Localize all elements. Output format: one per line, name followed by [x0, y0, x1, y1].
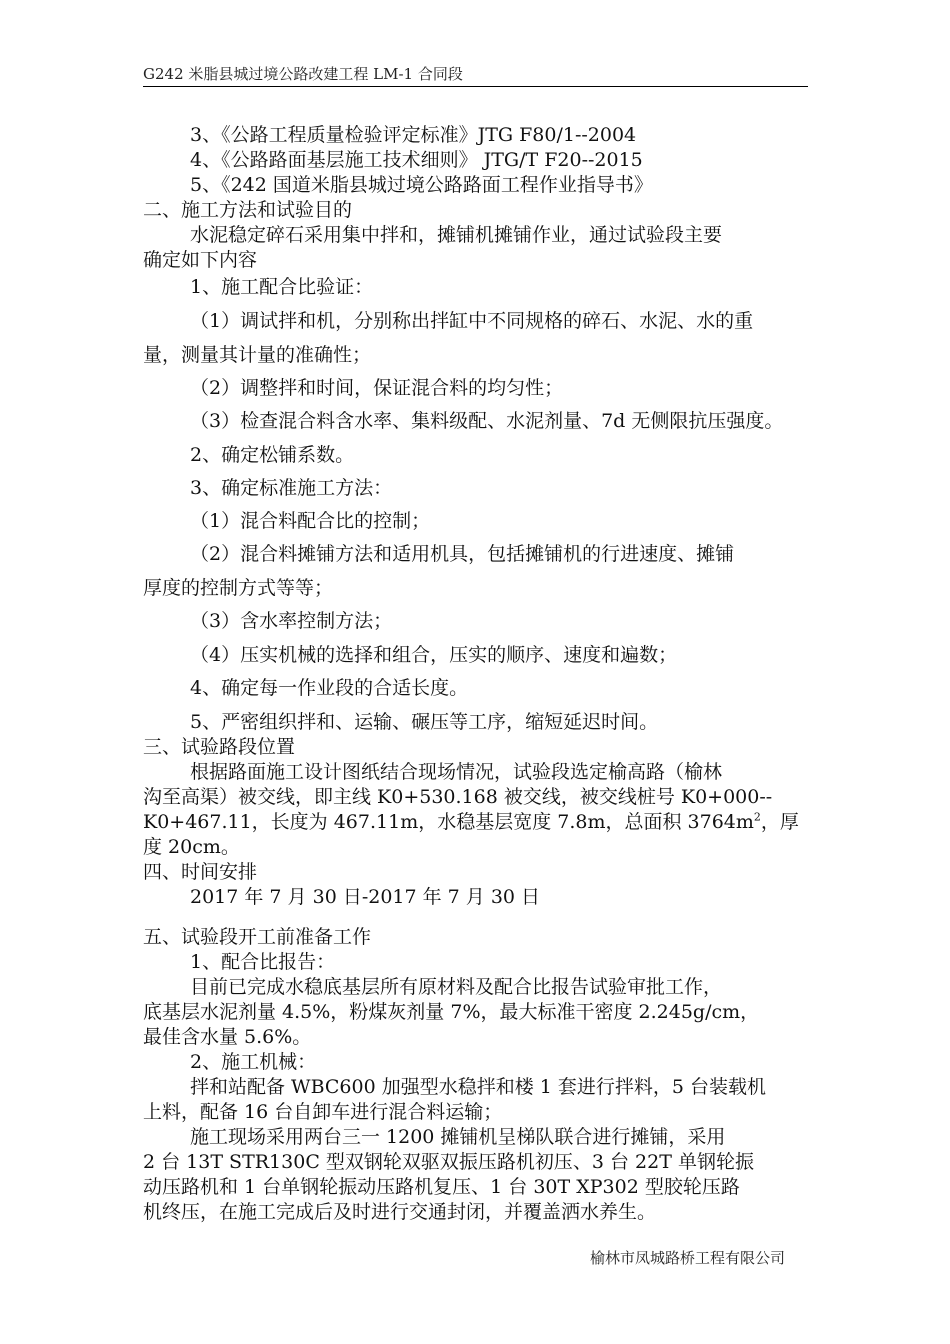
text-line: 厚度的控制方式等等；: [143, 577, 334, 599]
header-divider: [143, 86, 808, 87]
area-text: K0+467.11，长度为 467.11m，水稳基层宽度 7.8m，总面积 3764m: [143, 811, 754, 833]
text-line: （3）含水率控制方法；: [190, 610, 393, 632]
text-line: 2、确定松铺系数。: [190, 444, 355, 466]
text-line: 1、施工配合比验证：: [190, 276, 374, 298]
text-line: （2）混合料摊铺方法和适用机具，包括摊铺机的行进速度、摊铺: [190, 543, 735, 565]
text-line: 4、确定每一作业段的合适长度。: [190, 677, 469, 699]
text-line: 确定如下内容: [143, 249, 258, 271]
text-line: 5、《242 国道米脂县城过境公路路面工程作业指导书》: [190, 174, 653, 196]
section-heading: 五、试验段开工前准备工作: [143, 926, 372, 948]
text-line: （1）调试拌和机，分别称出拌缸中不同规格的碎石、水泥、水的重: [190, 310, 754, 332]
text-line: 底基层水泥剂量 4.5%，粉煤灰剂量 7%，最大标准干密度 2.245g/cm，: [143, 1001, 760, 1023]
text-line: （2）调整拌和时间，保证混合料的均匀性；: [190, 377, 564, 399]
text-line: [143, 810, 799, 834]
section-heading: 三、试验路段位置: [143, 736, 296, 758]
text-line: 2、施工机械：: [190, 1051, 317, 1073]
text-line: 1、配合比报告：: [190, 951, 336, 973]
text-line: 量，测量其计量的准确性；: [143, 344, 372, 366]
text-line: 施工现场采用两台三一 1200 摊铺机呈梯队联合进行摊铺，采用: [190, 1126, 726, 1148]
page-header: G242 米脂县城过境公路改建工程 LM-1 合同段: [143, 65, 463, 83]
page-footer: 榆林市凤城路桥工程有限公司: [590, 1249, 786, 1267]
text-line: 3、确定标准施工方法：: [190, 477, 393, 499]
text-line: 水泥稳定碎石采用集中拌和，摊铺机摊铺作业，通过试验段主要: [190, 224, 723, 246]
text-line: 3、《公路工程质量检验评定标准》JTG F80/1--2004: [190, 124, 637, 146]
text-line: （3）检查混合料含水率、集料级配、水泥剂量、7d 无侧限抗压强度。: [190, 410, 784, 432]
area-tail: ，厚: [760, 811, 799, 833]
section-heading: 四、时间安排: [143, 861, 258, 883]
text-line: 沟至高渠）被交线，即主线 K0+530.168 被交线，被交线桩号 K0+000--: [143, 786, 773, 808]
text-line: 目前已完成水稳底基层所有原材料及配合比报告试验审批工作，: [190, 976, 723, 998]
text-line: 动压路机和 1 台单钢轮振动压路机复压、1 台 30T XP302 型胶轮压路: [143, 1176, 740, 1198]
text-line: 拌和站配备 WBC600 加强型水稳拌和楼 1 套进行拌料，5 台装载机: [190, 1076, 767, 1098]
text-line: 度 20cm。: [143, 836, 240, 858]
text-line: 根据路面施工设计图纸结合现场情况，试验段选定榆高路（榆林: [190, 761, 723, 783]
text-line: （4）压实机械的选择和组合，压实的顺序、速度和遍数；: [190, 644, 678, 666]
text-line: （1）混合料配合比的控制；: [190, 510, 431, 532]
section-heading: 二、施工方法和试验目的: [143, 199, 353, 221]
text-line: 最佳含水量 5.6%。: [143, 1026, 312, 1048]
text-line: 上料，配备 16 台自卸车进行混合料运输；: [143, 1101, 503, 1123]
text-line: 2017 年 7 月 30 日-2017 年 7 月 30 日: [190, 886, 541, 908]
text-line: 5、严密组织拌和、运输、碾压等工序，缩短延迟时间。: [190, 711, 659, 733]
area-superscript: 2: [753, 810, 761, 824]
text-line: 4、《公路路面基层施工技术细则》 JTG/T F20--2015: [190, 149, 643, 171]
text-line: 2 台 13T STR130C 型双钢轮双驱双振压路机初压、3 台 22T 单钢轮振: [143, 1151, 754, 1173]
text-line: 机终压，在施工完成后及时进行交通封闭，并覆盖洒水养生。: [143, 1201, 657, 1223]
